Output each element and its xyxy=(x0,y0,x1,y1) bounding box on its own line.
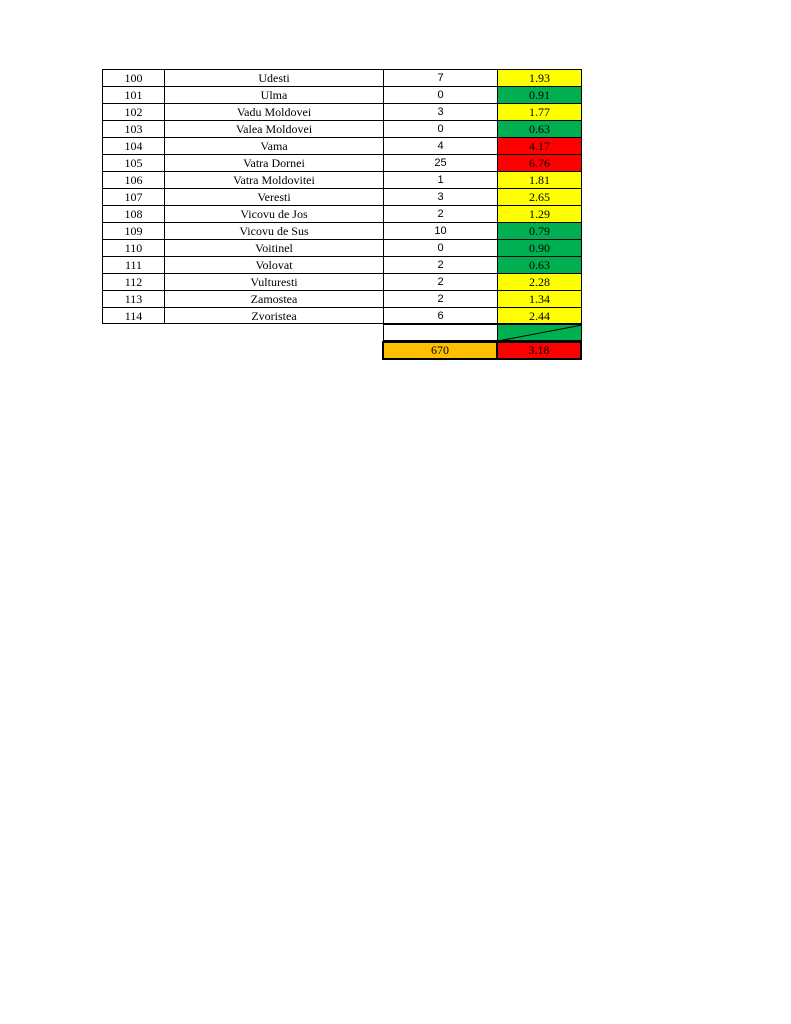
locality-name-cell: Vulturesti xyxy=(164,273,383,290)
rate-cell: 0.63 xyxy=(497,256,582,273)
table-row xyxy=(102,86,582,103)
blank-count-cell xyxy=(383,324,497,341)
case-count-cell: 0 xyxy=(383,239,497,256)
row-number-cell: 108 xyxy=(102,205,164,222)
locality-name-cell: Vatra Dornei xyxy=(164,154,383,171)
table-row xyxy=(102,69,582,86)
table-row xyxy=(102,256,582,273)
rate-cell: 1.93 xyxy=(497,69,582,86)
case-count-cell: 7 xyxy=(383,69,497,86)
case-count-cell: 2 xyxy=(383,205,497,222)
locality-name-cell: Zamostea xyxy=(164,290,383,307)
diagonal-line xyxy=(498,325,582,341)
row-number-cell: 110 xyxy=(102,239,164,256)
locality-name-cell: Zvoristea xyxy=(164,307,383,324)
case-count-cell: 2 xyxy=(383,290,497,307)
case-count-cell: 10 xyxy=(383,222,497,239)
row-number-cell: 103 xyxy=(102,120,164,137)
rate-cell: 6.76 xyxy=(497,154,582,171)
row-number-cell: 105 xyxy=(102,154,164,171)
rate-cell: 1.34 xyxy=(497,290,582,307)
data-table xyxy=(102,69,582,360)
table-row xyxy=(102,154,582,171)
row-number-cell: 101 xyxy=(102,86,164,103)
rate-cell: 2.65 xyxy=(497,188,582,205)
table-row xyxy=(102,222,582,239)
table-row xyxy=(102,120,582,137)
row-number-cell: 112 xyxy=(102,273,164,290)
row-number-cell: 100 xyxy=(102,69,164,86)
locality-name-cell: Ulma xyxy=(164,86,383,103)
total-rate-cell: 3.18 xyxy=(496,341,582,360)
locality-name-cell: Valea Moldovei xyxy=(164,120,383,137)
rate-cell: 4.17 xyxy=(497,137,582,154)
rate-cell: 0.91 xyxy=(497,86,582,103)
table-row xyxy=(102,205,582,222)
locality-name-cell: Vama xyxy=(164,137,383,154)
rate-cell: 1.29 xyxy=(497,205,582,222)
locality-name-cell: Vadu Moldovei xyxy=(164,103,383,120)
row-number-cell: 102 xyxy=(102,103,164,120)
locality-name-cell: Vatra Moldovitei xyxy=(164,171,383,188)
case-count-cell: 4 xyxy=(383,137,497,154)
locality-name-cell: Vicovu de Jos xyxy=(164,205,383,222)
table-row xyxy=(102,239,582,256)
locality-name-cell: Udesti xyxy=(164,69,383,86)
table-row xyxy=(102,171,582,188)
total-row xyxy=(102,341,582,360)
row-number-cell: 107 xyxy=(102,188,164,205)
rate-cell: 1.77 xyxy=(497,103,582,120)
row-number-cell: 104 xyxy=(102,137,164,154)
locality-name-cell: Vicovu de Sus xyxy=(164,222,383,239)
case-count-cell: 1 xyxy=(383,171,497,188)
locality-name-cell: Voitinel xyxy=(164,239,383,256)
case-count-cell: 0 xyxy=(383,120,497,137)
blank-rate-cell xyxy=(497,324,582,341)
case-count-cell: 2 xyxy=(383,273,497,290)
case-count-cell: 3 xyxy=(383,103,497,120)
rate-cell: 0.63 xyxy=(497,120,582,137)
rate-cell: 1.81 xyxy=(497,171,582,188)
rate-cell: 2.44 xyxy=(497,307,582,324)
table-row xyxy=(102,290,582,307)
case-count-cell: 25 xyxy=(383,154,497,171)
table-body xyxy=(102,69,582,324)
table-row xyxy=(102,307,582,324)
row-number-cell: 113 xyxy=(102,290,164,307)
table-row xyxy=(102,103,582,120)
table-row xyxy=(102,273,582,290)
case-count-cell: 2 xyxy=(383,256,497,273)
table-row xyxy=(102,188,582,205)
case-count-cell: 0 xyxy=(383,86,497,103)
rate-cell: 0.79 xyxy=(497,222,582,239)
rate-cell: 2.28 xyxy=(497,273,582,290)
locality-name-cell: Veresti xyxy=(164,188,383,205)
table-row xyxy=(102,137,582,154)
total-count-cell: 670 xyxy=(382,341,498,360)
row-number-cell: 109 xyxy=(102,222,164,239)
case-count-cell: 3 xyxy=(383,188,497,205)
rate-cell: 0.90 xyxy=(497,239,582,256)
row-number-cell: 111 xyxy=(102,256,164,273)
case-count-cell: 6 xyxy=(383,307,497,324)
blank-row xyxy=(102,324,582,341)
locality-name-cell: Volovat xyxy=(164,256,383,273)
row-number-cell: 106 xyxy=(102,171,164,188)
row-number-cell: 114 xyxy=(102,307,164,324)
